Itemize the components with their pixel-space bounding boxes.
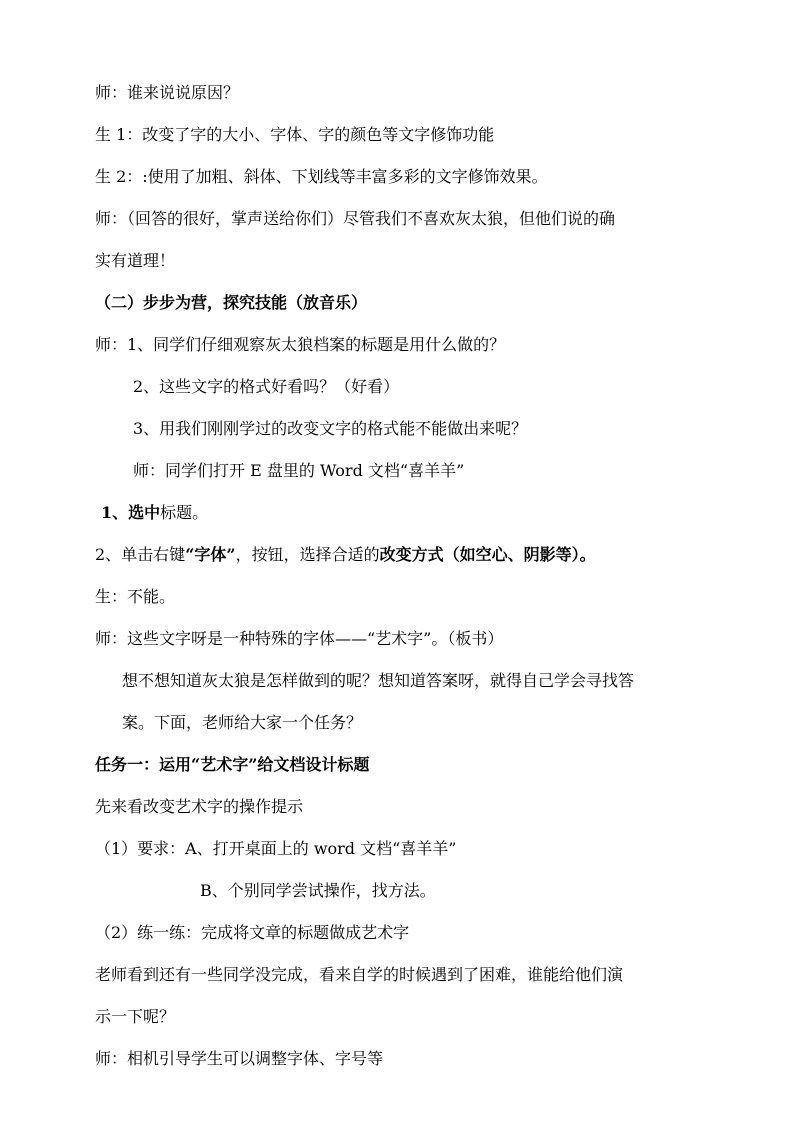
step-one-rest: 标题。 bbox=[160, 503, 209, 522]
text-line-9: 3、用我们刚刚学过的改变文字的格式能不能做出来呢？ bbox=[133, 419, 528, 438]
text-line-16: 案。下面，老师给大家一个任务？ bbox=[122, 713, 363, 732]
text-line-21: （2）练一练：完成将文章的标题做成艺术字 bbox=[95, 923, 410, 942]
text-line-18: 先来看改变艺术字的操作提示 bbox=[95, 797, 304, 816]
step-two-bold-method: 改变方式（如空心、阴影等）。 bbox=[379, 545, 596, 564]
step-two-part3: ，按钮，选择合适的 bbox=[235, 545, 380, 564]
task-heading: 任务一：运用“艺术字”给文档设计标题 bbox=[95, 755, 370, 774]
text-line-7: 师：1、同学们仔细观察灰太狼档案的标题是用什么做的？ bbox=[95, 335, 506, 354]
text-line-12 bbox=[95, 545, 596, 565]
text-line-8: 2、这些文字的格式好看吗？（好看） bbox=[133, 377, 400, 396]
text-line-4: 师：（回答的很好，掌声送给你们）尽管我们不喜欢灰太狼，但他们说的确 bbox=[95, 209, 616, 228]
text-line-20: B、个别同学尝试操作，找方法。 bbox=[200, 881, 436, 900]
step-two-bold-font: “字体” bbox=[185, 545, 236, 564]
text-line-22: 老师看到还有一些同学没完成，看来自学的时候遇到了困难，谁能给他们演 bbox=[95, 965, 624, 984]
text-line-5: 实有道理！ bbox=[95, 251, 176, 270]
section-heading: （二）步步为营，探究技能（放音乐） bbox=[95, 293, 368, 312]
text-line-13: 生：不能。 bbox=[95, 587, 176, 606]
text-line-24: 师：相机引导学生可以调整字体、字号等 bbox=[95, 1049, 384, 1068]
text-line-15: 想不想知道灰太狼是怎样做到的呢？想知道答案呀，就得自己学会寻找答 bbox=[122, 671, 635, 690]
step-one-bold: 1、选中 bbox=[101, 503, 161, 522]
text-line-19: （1）要求：A、打开桌面上的 word 文档“喜羊羊” bbox=[95, 839, 457, 858]
text-line-23: 示一下呢？ bbox=[95, 1007, 176, 1026]
text-line-11 bbox=[101, 503, 208, 523]
text-line-2: 生 1：改变了字的大小、字体、字的颜色等文字修饰功能 bbox=[95, 125, 495, 144]
step-two-part1: 2、单击右键 bbox=[95, 545, 186, 564]
text-line-14: 师：这些文字呀是一种特殊的字体——“艺术字”。（板书） bbox=[95, 629, 504, 648]
text-line-10: 师：同学们打开 E 盘里的 Word 文档“喜羊羊” bbox=[133, 461, 465, 480]
text-line-1: 师：谁来说说原因？ bbox=[95, 83, 240, 102]
text-line-3: 生 2：:使用了加粗、斜体、下划线等丰富多彩的文字修饰效果。 bbox=[95, 167, 548, 186]
